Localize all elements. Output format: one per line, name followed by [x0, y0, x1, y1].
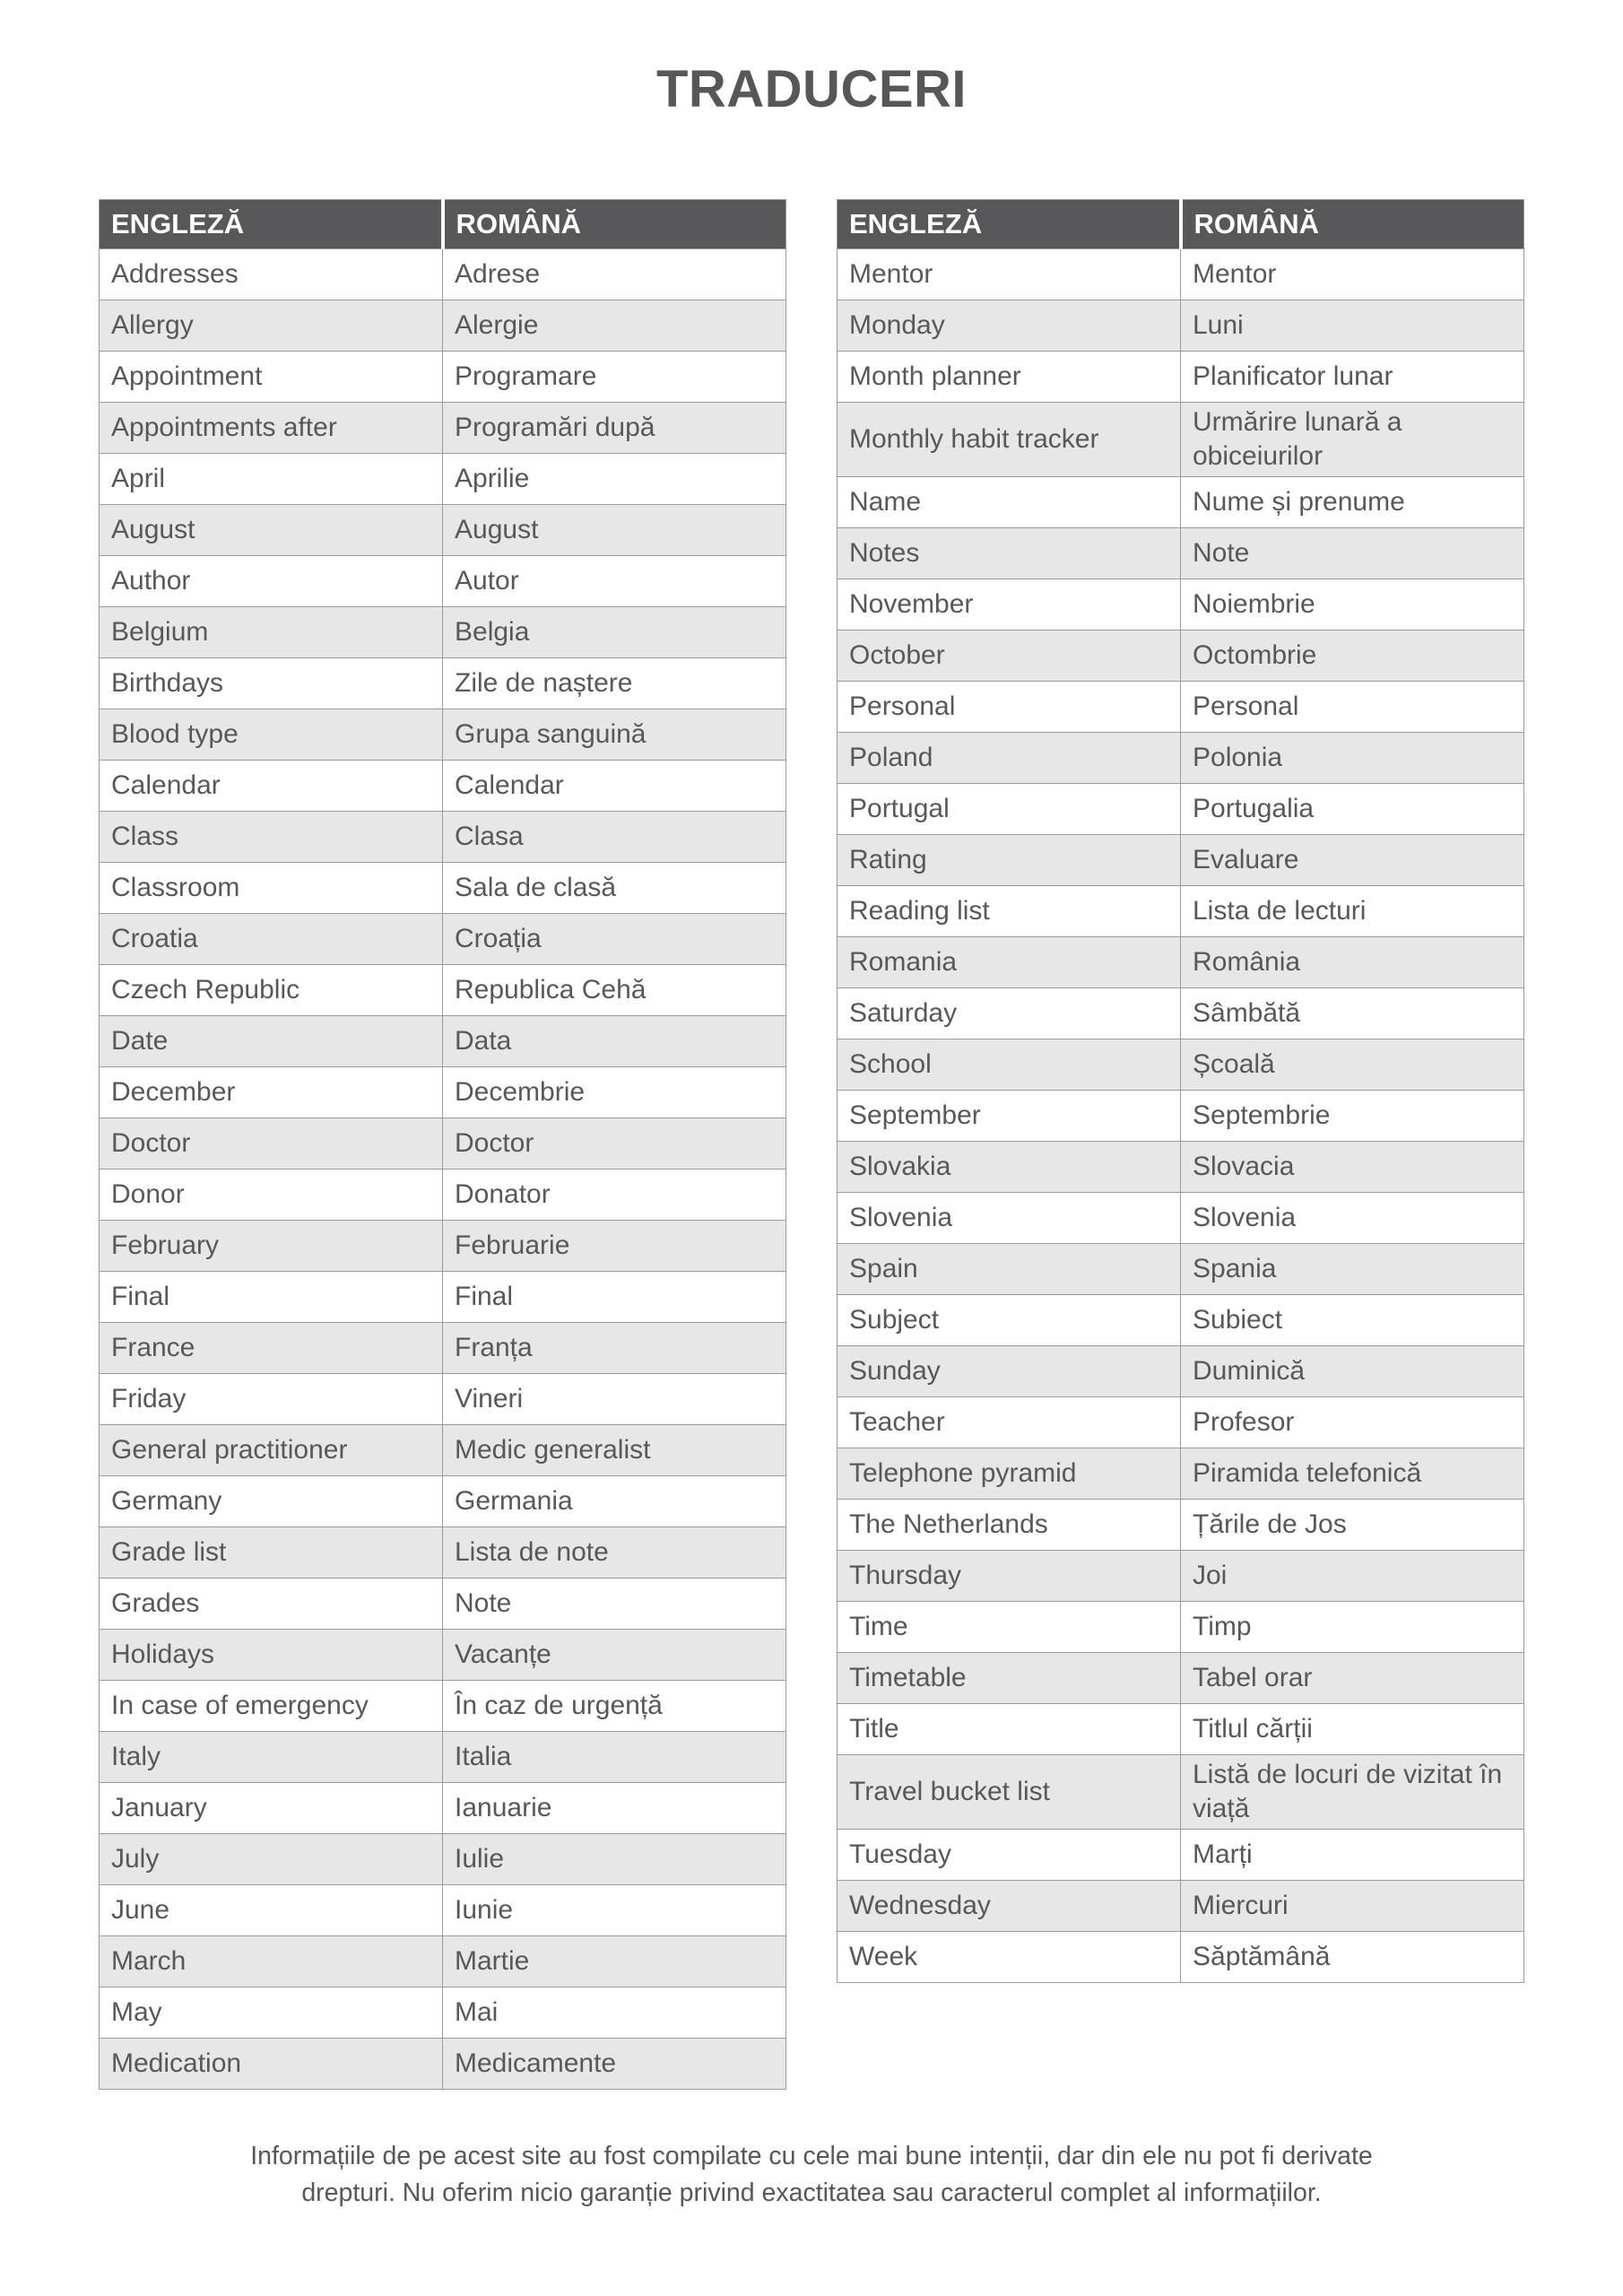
cell-romanian: Decembrie — [443, 1067, 786, 1118]
cell-english: Appointments after — [100, 403, 443, 454]
cell-english: Donor — [100, 1170, 443, 1221]
cell-romanian: Săptămână — [1181, 1932, 1524, 1983]
cell-english: Classroom — [100, 863, 443, 914]
table-row — [100, 914, 786, 965]
page-title: TRADUCERI — [655, 60, 968, 118]
cell-romanian: Medicamente — [443, 2039, 786, 2090]
cell-romanian: Slovacia — [1181, 1142, 1524, 1193]
table-row — [100, 1118, 786, 1170]
table-row — [100, 249, 786, 300]
cell-english: Holidays — [100, 1630, 443, 1681]
table-row — [838, 1142, 1524, 1193]
cell-romanian: August — [443, 505, 786, 556]
cell-romanian: Medic generalist — [443, 1425, 786, 1476]
cell-english: Monday — [838, 300, 1181, 352]
cell-english: Final — [100, 1272, 443, 1323]
table-row — [838, 1193, 1524, 1244]
cell-romanian: Slovenia — [1181, 1193, 1524, 1244]
cell-romanian: Mentor — [1181, 249, 1524, 300]
cell-romanian: Polonia — [1181, 733, 1524, 784]
cell-romanian: Duminică — [1181, 1346, 1524, 1397]
cell-english: Slovenia — [838, 1193, 1181, 1244]
table-row — [100, 300, 786, 352]
cell-romanian: Martie — [443, 1936, 786, 1987]
table-row — [100, 352, 786, 403]
cell-romanian: Ianuarie — [443, 1783, 786, 1834]
cell-romanian: Sala de clasă — [443, 863, 786, 914]
cell-english: August — [100, 505, 443, 556]
cell-english: March — [100, 1936, 443, 1987]
table-row — [838, 579, 1524, 631]
cell-romanian: Septembrie — [1181, 1091, 1524, 1142]
column-header-english: ENGLEZĂ — [100, 200, 443, 249]
cell-english: April — [100, 454, 443, 505]
cell-romanian: Planificator lunar — [1181, 352, 1524, 403]
cell-romanian: Timp — [1181, 1602, 1524, 1653]
cell-romanian: Doctor — [443, 1118, 786, 1170]
cell-romanian: Autor — [443, 556, 786, 607]
cell-english: Mentor — [838, 249, 1181, 300]
cell-romanian: Note — [1181, 528, 1524, 579]
cell-romanian: Luni — [1181, 300, 1524, 352]
cell-romanian: Octombrie — [1181, 631, 1524, 682]
table-row — [100, 2039, 786, 2090]
cell-english: Italy — [100, 1732, 443, 1783]
table-row — [838, 835, 1524, 886]
table-row — [100, 403, 786, 454]
cell-english: May — [100, 1987, 443, 2039]
cell-romanian: Zile de naștere — [443, 658, 786, 709]
cell-english: Time — [838, 1602, 1181, 1653]
table-row — [100, 1578, 786, 1630]
cell-romanian: România — [1181, 937, 1524, 988]
table-row — [838, 1602, 1524, 1653]
table-row — [100, 1016, 786, 1067]
cell-english: February — [100, 1221, 443, 1272]
cell-english: Friday — [100, 1374, 443, 1425]
table-row — [100, 863, 786, 914]
cell-romanian: Programare — [443, 352, 786, 403]
cell-english: Appointment — [100, 352, 443, 403]
cell-romanian: Republica Cehă — [443, 965, 786, 1016]
cell-english: Calendar — [100, 761, 443, 812]
cell-romanian: Lista de note — [443, 1527, 786, 1578]
cell-romanian: Lista de lecturi — [1181, 886, 1524, 937]
cell-romanian: Alergie — [443, 300, 786, 352]
cell-english: Subject — [838, 1295, 1181, 1346]
cell-romanian: Spania — [1181, 1244, 1524, 1295]
disclaimer-line-2: drepturi. Nu oferim nicio garanție privind exactitatea sau caracterul complet al informațiilor. — [301, 2179, 1322, 2207]
table-row — [100, 1834, 786, 1885]
disclaimer — [0, 2138, 1623, 2212]
cell-romanian: Calendar — [443, 761, 786, 812]
cell-english: Doctor — [100, 1118, 443, 1170]
cell-english: Germany — [100, 1476, 443, 1527]
table-row — [100, 1425, 786, 1476]
table-row — [838, 682, 1524, 733]
cell-english: Saturday — [838, 988, 1181, 1039]
cell-english: Date — [100, 1016, 443, 1067]
cell-romanian: Noiembrie — [1181, 579, 1524, 631]
column-header-romanian: ROMÂNĂ — [1181, 200, 1524, 249]
cell-romanian: Donator — [443, 1170, 786, 1221]
cell-english: October — [838, 631, 1181, 682]
cell-english: Grade list — [100, 1527, 443, 1578]
cell-english: Author — [100, 556, 443, 607]
table-row — [838, 1397, 1524, 1448]
cell-english: Week — [838, 1932, 1181, 1983]
table-row — [100, 1323, 786, 1374]
column-header-english: ENGLEZĂ — [838, 200, 1181, 249]
table-row — [838, 1653, 1524, 1704]
cell-romanian: Februarie — [443, 1221, 786, 1272]
cell-english: January — [100, 1783, 443, 1834]
cell-romanian: Piramida telefonică — [1181, 1448, 1524, 1500]
cell-romanian: Listă de locuri de vizitat în viață — [1181, 1755, 1524, 1830]
cell-english: Notes — [838, 528, 1181, 579]
cell-english: Name — [838, 477, 1181, 528]
cell-english: Travel bucket list — [838, 1755, 1181, 1830]
cell-english: The Netherlands — [838, 1500, 1181, 1551]
cell-romanian: Croația — [443, 914, 786, 965]
translations-table-right — [837, 199, 1524, 1983]
cell-romanian: Subiect — [1181, 1295, 1524, 1346]
table-row — [838, 1704, 1524, 1755]
cell-romanian: Note — [443, 1578, 786, 1630]
table-row — [100, 965, 786, 1016]
table-row — [100, 1783, 786, 1834]
cell-romanian: Germania — [443, 1476, 786, 1527]
cell-romanian: Miercuri — [1181, 1881, 1524, 1932]
cell-english: Sunday — [838, 1346, 1181, 1397]
cell-romanian: Titlul cărții — [1181, 1704, 1524, 1755]
cell-english: September — [838, 1091, 1181, 1142]
cell-romanian: Iunie — [443, 1885, 786, 1936]
cell-english: November — [838, 579, 1181, 631]
cell-english: Portugal — [838, 784, 1181, 835]
cell-romanian: Tabel orar — [1181, 1653, 1524, 1704]
column-header-romanian: ROMÂNĂ — [443, 200, 786, 249]
cell-english: June — [100, 1885, 443, 1936]
translations-table-left — [99, 199, 786, 2090]
table-row — [838, 1500, 1524, 1551]
disclaimer-line-1: Informațiile de pe acest site au fost compilate cu cele mai bune intenții, dar din ele nu pot fi derivate — [250, 2142, 1373, 2170]
table-row — [100, 1630, 786, 1681]
table-row — [838, 528, 1524, 579]
cell-english: Allergy — [100, 300, 443, 352]
table-row — [100, 761, 786, 812]
cell-english: In case of emergency — [100, 1681, 443, 1732]
cell-romanian: Joi — [1181, 1551, 1524, 1602]
table-row — [838, 1244, 1524, 1295]
cell-english: December — [100, 1067, 443, 1118]
table-row — [838, 352, 1524, 403]
cell-romanian: Școală — [1181, 1039, 1524, 1091]
table-row — [838, 300, 1524, 352]
table-row — [100, 658, 786, 709]
table-row — [100, 607, 786, 658]
table-row — [838, 1295, 1524, 1346]
cell-english: Blood type — [100, 709, 443, 761]
cell-english: Birthdays — [100, 658, 443, 709]
cell-english: Thursday — [838, 1551, 1181, 1602]
table-row — [838, 1039, 1524, 1091]
table-row — [838, 988, 1524, 1039]
cell-english: Croatia — [100, 914, 443, 965]
cell-english: School — [838, 1039, 1181, 1091]
table-row — [838, 733, 1524, 784]
cell-english: Telephone pyramid — [838, 1448, 1181, 1500]
cell-english: July — [100, 1834, 443, 1885]
table-row — [100, 1527, 786, 1578]
cell-romanian: Personal — [1181, 682, 1524, 733]
cell-english: General practitioner — [100, 1425, 443, 1476]
table-header-row — [838, 200, 1524, 249]
table-row — [838, 1346, 1524, 1397]
cell-romanian: Nume și prenume — [1181, 477, 1524, 528]
cell-english: Title — [838, 1704, 1181, 1755]
cell-romanian: Adrese — [443, 249, 786, 300]
table-row — [838, 403, 1524, 477]
table-row — [100, 1681, 786, 1732]
cell-english: Belgium — [100, 607, 443, 658]
table-row — [838, 784, 1524, 835]
table-row — [838, 1932, 1524, 1983]
table-header-row — [100, 200, 786, 249]
cell-romanian: Aprilie — [443, 454, 786, 505]
table-row — [100, 709, 786, 761]
cell-english: Slovakia — [838, 1142, 1181, 1193]
cell-english: Poland — [838, 733, 1181, 784]
table-row — [100, 505, 786, 556]
cell-english: Reading list — [838, 886, 1181, 937]
cell-romanian: Urmărire lunară a obiceiurilor — [1181, 403, 1524, 477]
table-row — [100, 1374, 786, 1425]
cell-romanian: Italia — [443, 1732, 786, 1783]
cell-romanian: Evaluare — [1181, 835, 1524, 886]
cell-english: Romania — [838, 937, 1181, 988]
cell-english: Addresses — [100, 249, 443, 300]
cell-english: Monthly habit tracker — [838, 403, 1181, 477]
translation-tables-container — [99, 199, 1524, 2090]
table-row — [100, 1272, 786, 1323]
table-row — [100, 556, 786, 607]
table-row — [838, 1091, 1524, 1142]
cell-romanian: Franța — [443, 1323, 786, 1374]
cell-romanian: Marți — [1181, 1830, 1524, 1881]
table-row — [100, 1221, 786, 1272]
cell-romanian: Programări după — [443, 403, 786, 454]
cell-romanian: Vacanțe — [443, 1630, 786, 1681]
table-row — [838, 1448, 1524, 1500]
table-row — [838, 249, 1524, 300]
table-row — [100, 454, 786, 505]
cell-romanian: Final — [443, 1272, 786, 1323]
table-row — [838, 937, 1524, 988]
table-row — [838, 1551, 1524, 1602]
cell-romanian: Profesor — [1181, 1397, 1524, 1448]
cell-romanian: Clasa — [443, 812, 786, 863]
cell-english: Personal — [838, 682, 1181, 733]
table-row — [838, 631, 1524, 682]
cell-romanian: Vineri — [443, 1374, 786, 1425]
cell-romanian: Grupa sanguină — [443, 709, 786, 761]
cell-english: Grades — [100, 1578, 443, 1630]
table-row — [100, 1067, 786, 1118]
cell-english: Teacher — [838, 1397, 1181, 1448]
cell-romanian: Iulie — [443, 1834, 786, 1885]
cell-english: Rating — [838, 835, 1181, 886]
table-row — [838, 1755, 1524, 1830]
cell-english: Month planner — [838, 352, 1181, 403]
table-row — [838, 1830, 1524, 1881]
cell-english: Class — [100, 812, 443, 863]
table-row — [100, 1885, 786, 1936]
cell-english: Czech Republic — [100, 965, 443, 1016]
table-row — [100, 1732, 786, 1783]
cell-romanian: Țările de Jos — [1181, 1500, 1524, 1551]
cell-romanian: Data — [443, 1016, 786, 1067]
cell-romanian: Mai — [443, 1987, 786, 2039]
table-row — [838, 477, 1524, 528]
cell-romanian: În caz de urgență — [443, 1681, 786, 1732]
table-row — [100, 1936, 786, 1987]
cell-english: Tuesday — [838, 1830, 1181, 1881]
cell-english: Wednesday — [838, 1881, 1181, 1932]
table-row — [100, 1987, 786, 2039]
table-row — [100, 812, 786, 863]
table-row — [838, 886, 1524, 937]
cell-english: Medication — [100, 2039, 443, 2090]
table-row — [100, 1476, 786, 1527]
table-row — [100, 1170, 786, 1221]
table-row — [838, 1881, 1524, 1932]
cell-romanian: Sâmbătă — [1181, 988, 1524, 1039]
cell-romanian: Portugalia — [1181, 784, 1524, 835]
cell-romanian: Belgia — [443, 607, 786, 658]
cell-english: Spain — [838, 1244, 1181, 1295]
cell-english: France — [100, 1323, 443, 1374]
cell-english: Timetable — [838, 1653, 1181, 1704]
